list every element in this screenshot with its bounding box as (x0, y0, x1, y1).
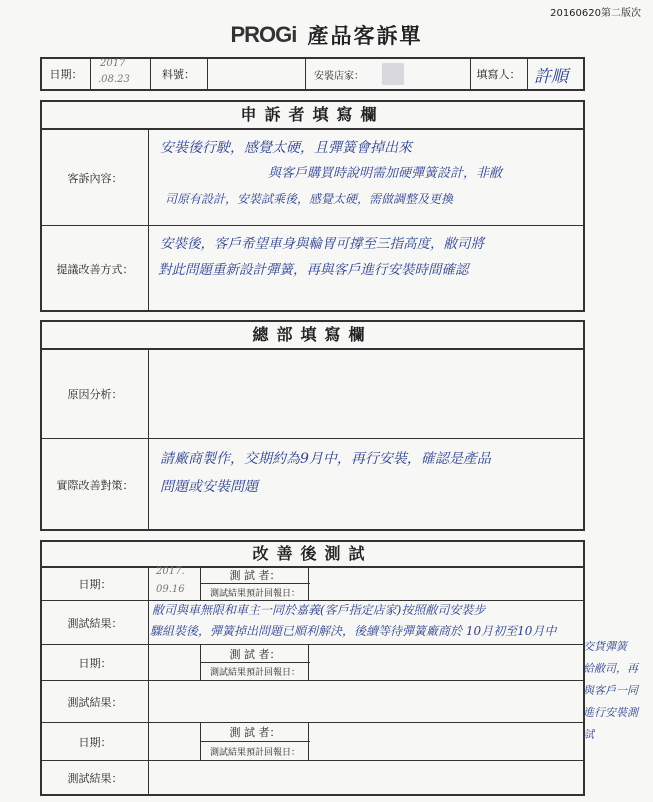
filler-label: 填寫人： (476, 68, 521, 81)
side-note-line-4: 進行安裝測 (583, 706, 638, 719)
test-section-header: 改善後測試 (40, 540, 585, 568)
suggest-line-1: 安裝後，客戶希望車身與輪胃可撐至三指高度，敝司將 (160, 236, 484, 252)
complainant-section-header: 申訴者填寫欄 (40, 100, 585, 130)
complaint-line-1: 安裝後行駛，感覺太硬，且彈簧會掉出來 (160, 140, 412, 156)
return-date-label-2: 測試結果預計回報日： (209, 668, 300, 678)
part-no-label: 料號： (162, 68, 195, 81)
side-note-line-2: 給敝司，再 (583, 662, 638, 675)
tester-label-1: 測 試 者： (229, 569, 281, 582)
progi-logo: PROGi (230, 22, 297, 47)
complaint-label: 客訴內容： (67, 171, 123, 185)
action-line-1: 請廠商製作，交期約為9月中，再行安裝，確認是產品 (160, 451, 491, 467)
test-date-label-2: 日期： (78, 656, 112, 670)
return-date-label-1: 測試結果預計回報日： (209, 588, 300, 599)
side-note-line-1: 交貨彈簧 (583, 640, 627, 653)
test-date-label-1: 日期： (78, 578, 112, 591)
hq-section-header: 總部填寫欄 (40, 320, 585, 350)
complaint-line-2: 與客戶購買時說明需加硬彈簧設計，非敝 (268, 166, 503, 181)
date-value-year: 2017 (100, 58, 126, 69)
redacted-store (382, 63, 404, 85)
tester-label-3: 測 試 者： (229, 726, 281, 739)
date-label: 日期： (49, 68, 83, 81)
action-label: 實際改善對策： (56, 479, 134, 492)
date-value-md: .08.23 (98, 74, 130, 85)
return-date-label-3: 測試結果預計回報日： (209, 747, 300, 758)
test-result-label-1: 測試結果： (67, 616, 123, 630)
action-line-2: 問題或安裝問題 (160, 479, 258, 495)
complaint-line-3: 司原有設計，安裝試乘後，感覺太硬，需做調整及更換 (165, 192, 454, 206)
suggest-line-2: 對此問題重新設計彈簧，再與客戶進行安裝時間確認 (158, 262, 469, 278)
page-title: 產品客訴單 (307, 24, 423, 48)
form-version: 20160620第二版次 (550, 8, 641, 19)
test-result-label-3: 測試結果： (67, 771, 123, 785)
test-result-1-line-2: 驟組裝後，彈簧掉出問題已順利解決，後續等待彈簧廠商於 10月初至10月中 (150, 624, 557, 638)
tester-label-2: 測 試 者： (229, 647, 281, 661)
test-result-label-2: 測試結果： (67, 695, 123, 709)
side-note (583, 636, 651, 746)
test-date-1-year: 2017. (156, 566, 185, 577)
side-note-line-3: 與客戶一同 (583, 684, 638, 697)
store-label: 安裝店家： (314, 70, 364, 82)
suggest-label: 提議改善方式： (56, 263, 134, 276)
test-date-1-md: 09.16 (156, 584, 185, 595)
form-title-row (0, 20, 653, 54)
filler-value: 許順 (534, 67, 568, 87)
side-note-line-5: 試 (583, 728, 594, 741)
test-result-1-line-1: 敝司與車無限和車主一同於嘉義(客戶指定店家)按照敝司安裝步 (152, 603, 486, 617)
test-date-label-3: 日期： (78, 735, 112, 749)
cause-label: 原因分析： (67, 388, 123, 401)
